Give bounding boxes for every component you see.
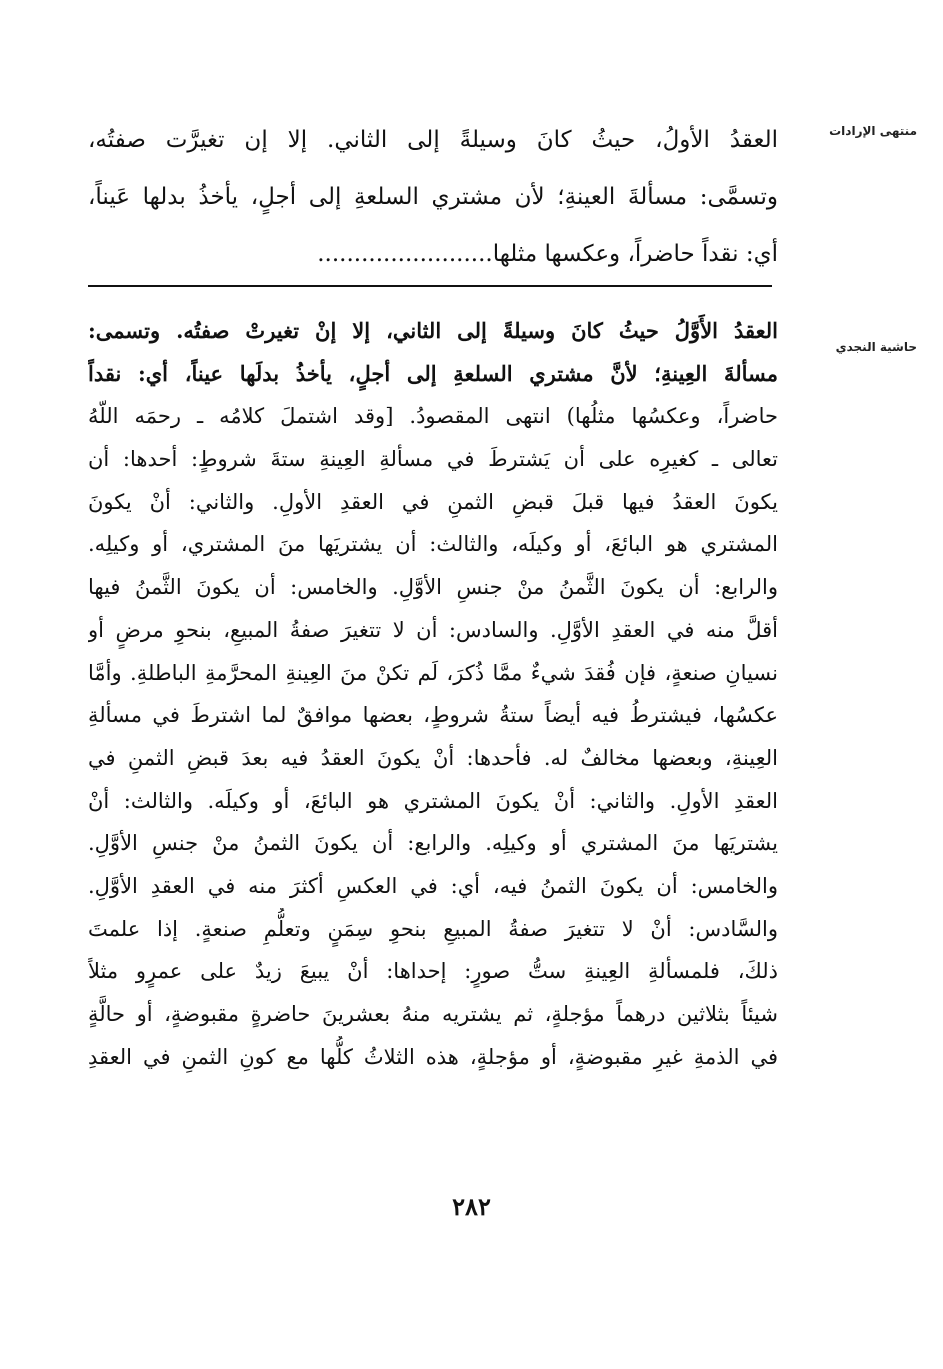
main-text-line: العقدُ الأولُ، حيثُ كانَ وسيلةً إلى الثاني. إلا إن تغيرَّت صفتُه، bbox=[88, 127, 778, 153]
commentary-block bbox=[88, 310, 778, 1078]
muntaha-label: منتهى الإرادات bbox=[829, 124, 917, 138]
commentary-line: شيئاً بثلاثين درهماً مؤجلةٍ، ثم يشتريه منهُ بعشرينَ حاضرةٍ مقبوضةٍ، أو حالَّةٍ bbox=[88, 1002, 778, 1026]
commentary-line: نسيانِ صنعةٍ، فإن فُقدَ شيءٌ ممَّا ذُكرَ، لَم تكنْ منَ العِينةِ المحرَّمةِ الباطلةِ. وأمَّا bbox=[88, 660, 778, 685]
section-divider bbox=[88, 285, 772, 287]
commentary-line: تعالى ـ كغيرِه على أن يَشترطَ في مسألةِ العِينةِ ستةَ شروطٍ: أحدها: أن bbox=[88, 447, 778, 472]
commentary-line: العقدِ الأولِ. والثاني: أنْ يكونَ المشتري هو البائعَ، أو وكيلَه. والثالث: أنْ bbox=[88, 788, 778, 813]
commentary-line: في الذمةِ غيرِ مقبوضةٍ، أو مؤجلةٍ، هذه الثلاثُ كلُّها مع كونِ الثمنِ في العقدِ bbox=[88, 1044, 778, 1069]
page-number: ٢٨٢ bbox=[452, 1192, 491, 1221]
commentary-line: العِينةِ، وبعضها مخالفٌ له. فأحدها: أنْ يكونَ العقدُ فيه بعدَ قبضِ الثمنِ في bbox=[88, 745, 778, 770]
commentary-line: المشتري هو البائعَ، أو وكيلَه، والثالث: أن يشتريَها منَ المشتري، أو وكيلِه. bbox=[88, 532, 778, 557]
commentary-line: أقلَّ منه في العقدِ الأوَّلِ. والسادس: أن لا تتغيرَ صفةُ المبيعِ، بنحوِ مرضٍ أو bbox=[88, 617, 778, 642]
hashiya-label: حاشية النجدي bbox=[835, 340, 917, 354]
commentary-line: مسألةَ العِينةِ؛ لأنَّ مشتري السلعةِ إلى أجلٍ، يأخذُ بدلَها عيناً، أي: نقداً bbox=[88, 360, 778, 386]
commentary-line: والسَّادس: أنْ لا تتغيرَ صفةُ المبيعِ بنحوِ سِمَنٍ وتعلُّمِ صنعةٍ. إذا علمتَ bbox=[88, 916, 778, 941]
main-text-line: وتسمَّى: مسألةَ العينةِ؛ لأن مشتري السلعةِ إلى أجلٍ، يأخذُ بدلها عَيناً، bbox=[88, 184, 778, 210]
commentary-line: يشتريَها منَ المشتري أو وكيلِه. والرابع: أن يكونَ الثمنُ منْ جنسِ الأوَّلِ. bbox=[88, 831, 778, 856]
commentary-line: والخامس: أن يكونَ الثمنُ فيه، أي: في العكسِ أكثرَ منه في العقدِ الأوَّلِ. bbox=[88, 873, 778, 898]
commentary-line: حاضراً، وعكسُها مثلُها) انتهى المقصودُ. [وقد اشتملَ كلامُه ـ رحمَه اللّهُ bbox=[88, 404, 778, 429]
commentary-line: يكونَ العقدُ فيها قبلَ قبضِ الثمنِ في العقدِ الأولِ. والثاني: أنْ يكونَ bbox=[88, 489, 778, 514]
commentary-line: والرابع: أن يكونَ الثَّمنُ منْ جنسِ الأوَّلِ. والخامس: أن يكونَ الثَّمنُ فيها bbox=[88, 575, 778, 600]
commentary-line: عكسُها، فيشترطُ فيه أيضاً ستةُ شروطٍ، بعضها موافقٌ لما اشترطَ في مسألةِ bbox=[88, 703, 778, 728]
commentary-line: ذلكَ، فلمسألةِ العِينةِ ستُّ صورٍ: إحداها: أنْ يبيعَ زيدٌ على عمرٍو مثلاً bbox=[88, 959, 778, 984]
main-text-block bbox=[88, 112, 778, 283]
main-text-line: أي: نقداً حاضراً، وعكسها مثلها........................ bbox=[317, 241, 778, 267]
commentary-line: العقدُ الأَوَّلُ حيثُ كانَ وسيلةً إلى الثاني، إلا إنْ تغيرتْ صفتُه. وتسمى: bbox=[88, 318, 778, 343]
